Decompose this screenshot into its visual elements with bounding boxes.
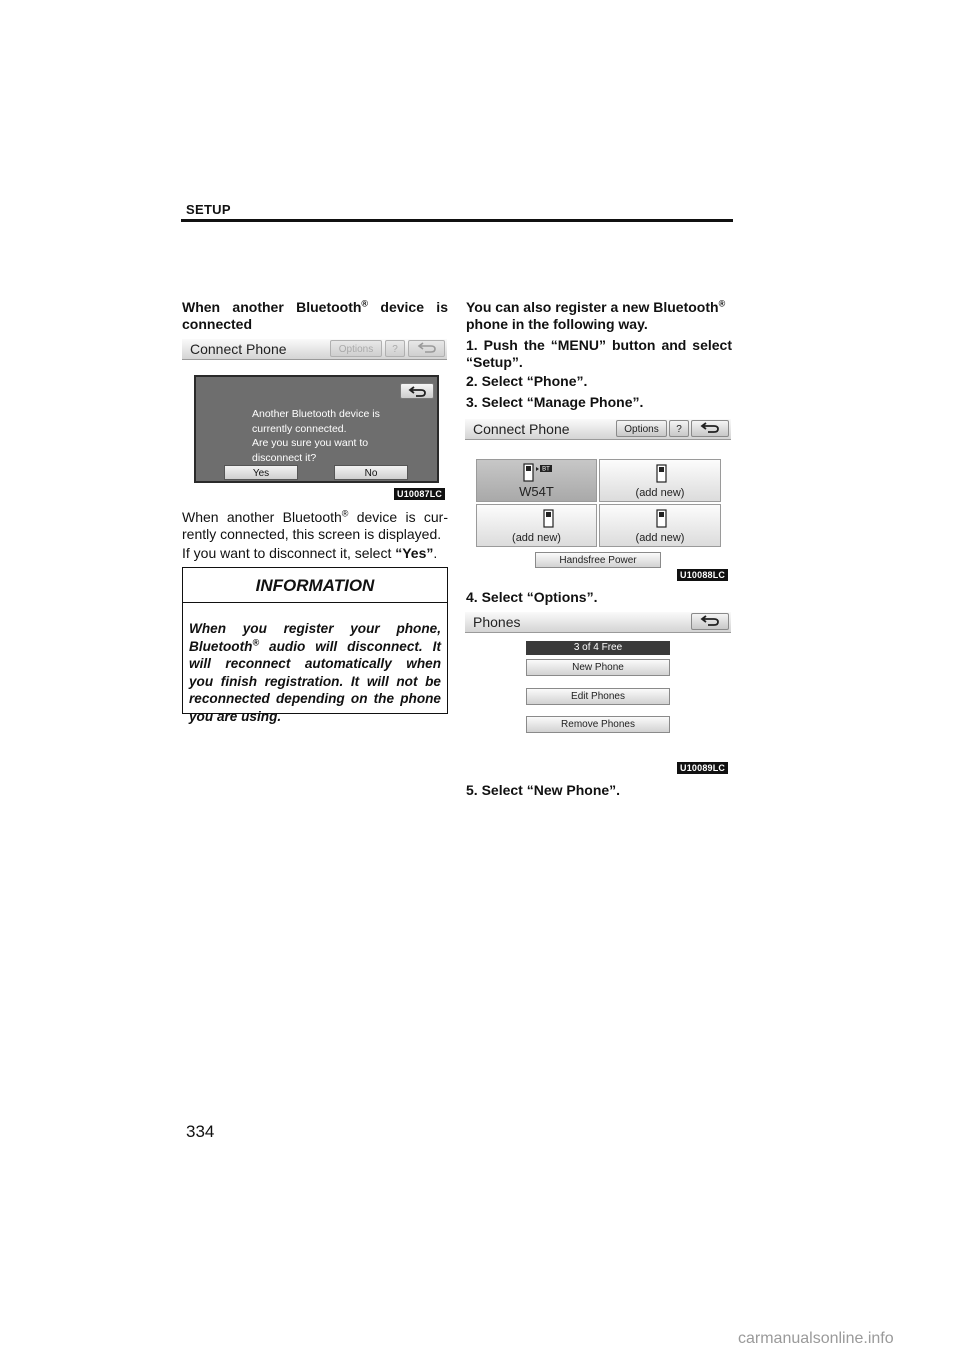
left-paragraph-2: If you want to disconnect it, select “Yes”. [182, 545, 438, 561]
left-heading: When another Bluetooth® device is connected [182, 298, 448, 332]
new-phone-button[interactable]: New Phone [526, 659, 670, 676]
back-arrow-icon [699, 421, 721, 433]
free-slots-status: 3 of 4 Free [526, 641, 670, 655]
no-button[interactable]: No [334, 465, 408, 480]
information-rule [183, 602, 447, 603]
phone-slot-label: (add new) [512, 532, 561, 544]
back-arrow-icon [699, 614, 721, 626]
information-box [182, 567, 448, 724]
edit-phones-button[interactable]: Edit Phones [526, 688, 670, 705]
handsfree-power-button[interactable]: Handsfree Power [535, 552, 661, 568]
phone-icon [543, 509, 554, 528]
screen-title: Phones [473, 614, 521, 630]
screenshot-phones [465, 612, 731, 774]
remove-phones-button[interactable]: Remove Phones [526, 716, 670, 733]
phone-slot-label: (add new) [635, 532, 685, 544]
phone-slot-2[interactable] [599, 459, 721, 502]
page-number: 334 [186, 1122, 215, 1141]
step-4: 4. Select “Options”. [466, 589, 598, 605]
footer-watermark: carmanualsonline.info [738, 1330, 894, 1347]
figure-code: U10089LC [677, 762, 728, 774]
back-arrow-icon [401, 384, 433, 398]
bt-badge: BT [542, 466, 550, 473]
help-button[interactable]: ? [669, 420, 689, 437]
options-button[interactable]: Options [616, 420, 667, 437]
information-text: When you register your phone, Bluetooth® audio will disconnect. It will reconnect automatically when you finish registration. It will not be reconnected depending on the phone you are using. [189, 621, 441, 724]
screenshot-disconnect-dialog [182, 339, 447, 502]
screen-title: Connect Phone [190, 341, 287, 357]
yes-button[interactable]: Yes [224, 465, 298, 480]
left-paragraph-1: When another Bluetooth® device is cur- rently connected, this screen is displayed. [182, 508, 448, 542]
figure-code: U10087LC [394, 488, 445, 500]
phone-icon [656, 509, 667, 528]
screenshot-connect-phone [465, 419, 731, 581]
confirm-dialog [194, 375, 439, 483]
phone-slot-4[interactable] [599, 504, 721, 547]
back-arrow-icon [417, 341, 437, 353]
header-rule [181, 219, 733, 222]
step-5: 5. Select “New Phone”. [466, 782, 621, 798]
title-bar [465, 419, 731, 440]
phone-icon [656, 464, 667, 483]
phone-bt-icon [523, 463, 557, 483]
step-2: 2. Select “Phone”. [466, 373, 588, 389]
phone-slot-1[interactable] [476, 459, 597, 502]
options-button[interactable]: Options [330, 340, 382, 357]
information-title: INFORMATION [255, 576, 375, 595]
figure-code: U10088LC [677, 569, 728, 581]
screen-title: Connect Phone [473, 421, 570, 437]
back-button[interactable] [408, 340, 445, 357]
section-header: SETUP [186, 202, 231, 217]
phone-slot-label: W54T [519, 484, 554, 499]
dialog-back-button[interactable] [400, 383, 434, 399]
help-button[interactable]: ? [385, 340, 405, 357]
phone-slot-3[interactable] [476, 504, 597, 547]
step-1: 1. Push the “MENU” button and select “Setup”. [466, 337, 732, 370]
back-button[interactable] [691, 420, 729, 437]
phone-slot-label: (add new) [635, 487, 685, 499]
dialog-message: Another Bluetooth device is currently connected. Are you sure you want to disconnect it? [252, 408, 380, 464]
title-bar [182, 339, 447, 360]
step-3: 3. Select “Manage Phone”. [466, 394, 644, 410]
title-bar [465, 612, 731, 633]
back-button[interactable] [691, 613, 729, 630]
right-intro: You can also register a new Bluetooth® phone in the following way. [466, 298, 726, 332]
